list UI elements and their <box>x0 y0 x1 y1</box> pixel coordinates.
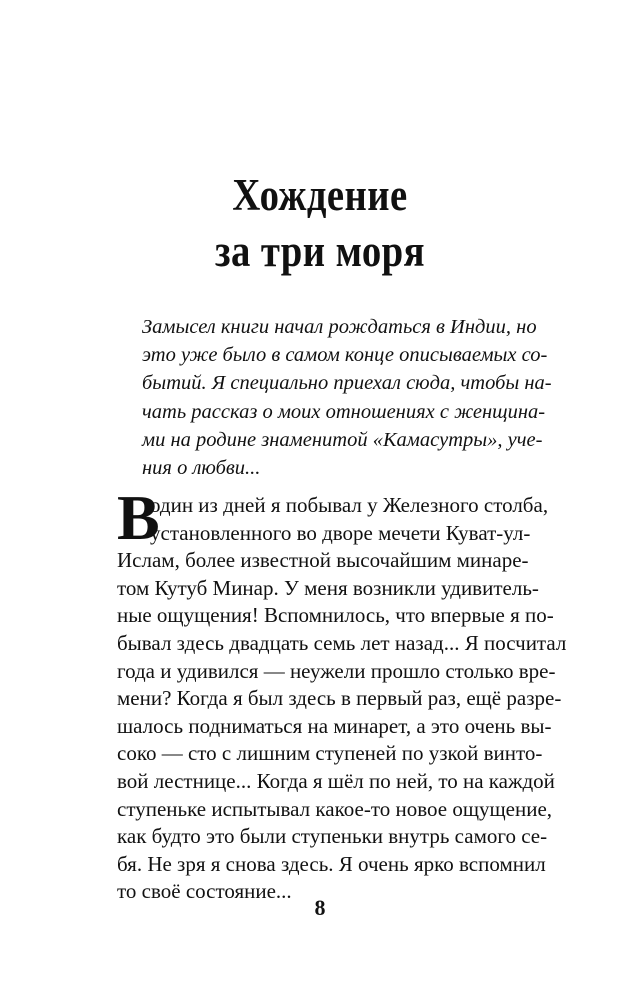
drop-cap: В <box>117 482 160 553</box>
page-number: 8 <box>314 895 326 920</box>
body-line: бя. Не зря я снова здесь. Я очень ярко вспомнил <box>117 851 546 876</box>
body-line: соко — сто с лишним ступеней по узкой винто- <box>117 741 543 766</box>
body-line: установленного во дворе мечети Куват-ул- <box>150 520 531 545</box>
epigraph <box>142 313 552 482</box>
epigraph-line: чать рассказ о моих отношениях с женщина- <box>142 400 546 423</box>
body-line: бывал здесь двадцать семь лет назад... Я посчитал <box>117 630 567 655</box>
body-line: как будто это были ступеньки внутрь самого се- <box>117 824 548 849</box>
epigraph-line: это уже было в самом конце описываемых со- <box>142 344 548 367</box>
body-line: Ислам, более известной высочайшим минаре- <box>117 548 529 573</box>
epigraph-line: ми на родине знаменитой «Камасутры», уче- <box>142 428 543 451</box>
body-line: года и удивился — неужели прошло столько вре- <box>117 658 556 683</box>
chapter-title-line-2: за три моря <box>215 226 425 276</box>
body-line: том Кутуб Минар. У меня возникли удивитель- <box>117 575 539 600</box>
body-line: ные ощущения! Вспомнилось, что впервые я по- <box>117 603 554 628</box>
body-line: шалось подниматься на минарет, а это очень вы- <box>117 713 552 738</box>
chapter-title-line-1: Хождение <box>232 170 408 220</box>
epigraph-line: ния о любви... <box>142 457 261 480</box>
body-line: один из дней я побывал у Железного столба, <box>150 493 549 517</box>
epigraph-line: Замысел книги начал рождаться в Индии, но <box>142 316 537 338</box>
body-line: ступеньке испытывал какое-то новое ощущение, <box>117 796 553 821</box>
epigraph-line: бытий. Я специально приехал сюда, чтобы на- <box>142 372 552 395</box>
body-paragraph <box>117 482 567 906</box>
body-line: вой лестнице... Когда я шёл по ней, то на каждой <box>117 768 555 793</box>
body-line: мени? Когда я был здесь в первый раз, ещё разре- <box>117 686 562 711</box>
body-line: то своё состояние... <box>117 879 292 904</box>
